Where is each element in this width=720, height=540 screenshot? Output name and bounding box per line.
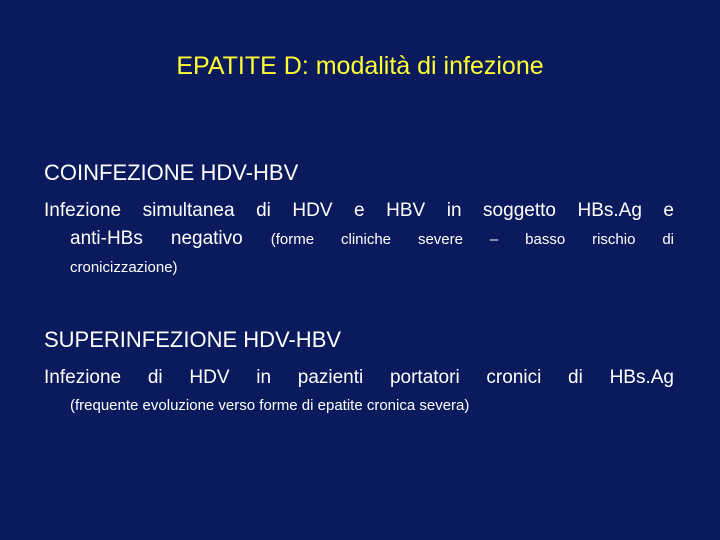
coinfection-description — [44, 197, 674, 282]
superinfection-description — [44, 364, 674, 420]
superinfection-line-2: (frequente evoluzione verso forme di epatite cronica severa) — [70, 397, 470, 414]
superinfection-heading: SUPERINFEZIONE HDV-HBV — [44, 327, 342, 352]
coinfection-heading: COINFEZIONE HDV-HBV — [44, 160, 299, 185]
coinfection-line-1: Infezione simultanea di HDV e HBV in soggetto HBs.Ag e — [44, 200, 674, 221]
coinfection-line-2 — [44, 225, 674, 254]
coinfection-line-3: cronicizzazione) — [70, 259, 178, 276]
superinfection-line-1: Infezione di HDV in pazienti portatori cronici di HBs.Ag — [44, 367, 674, 388]
coinfection-line-2-main: anti-HBs negativo — [70, 228, 243, 249]
slide-title: EPATITE D: modalità di infezione — [176, 52, 544, 80]
coinfection-line-2-note: (forme cliniche severe – basso rischio di — [270, 231, 675, 248]
